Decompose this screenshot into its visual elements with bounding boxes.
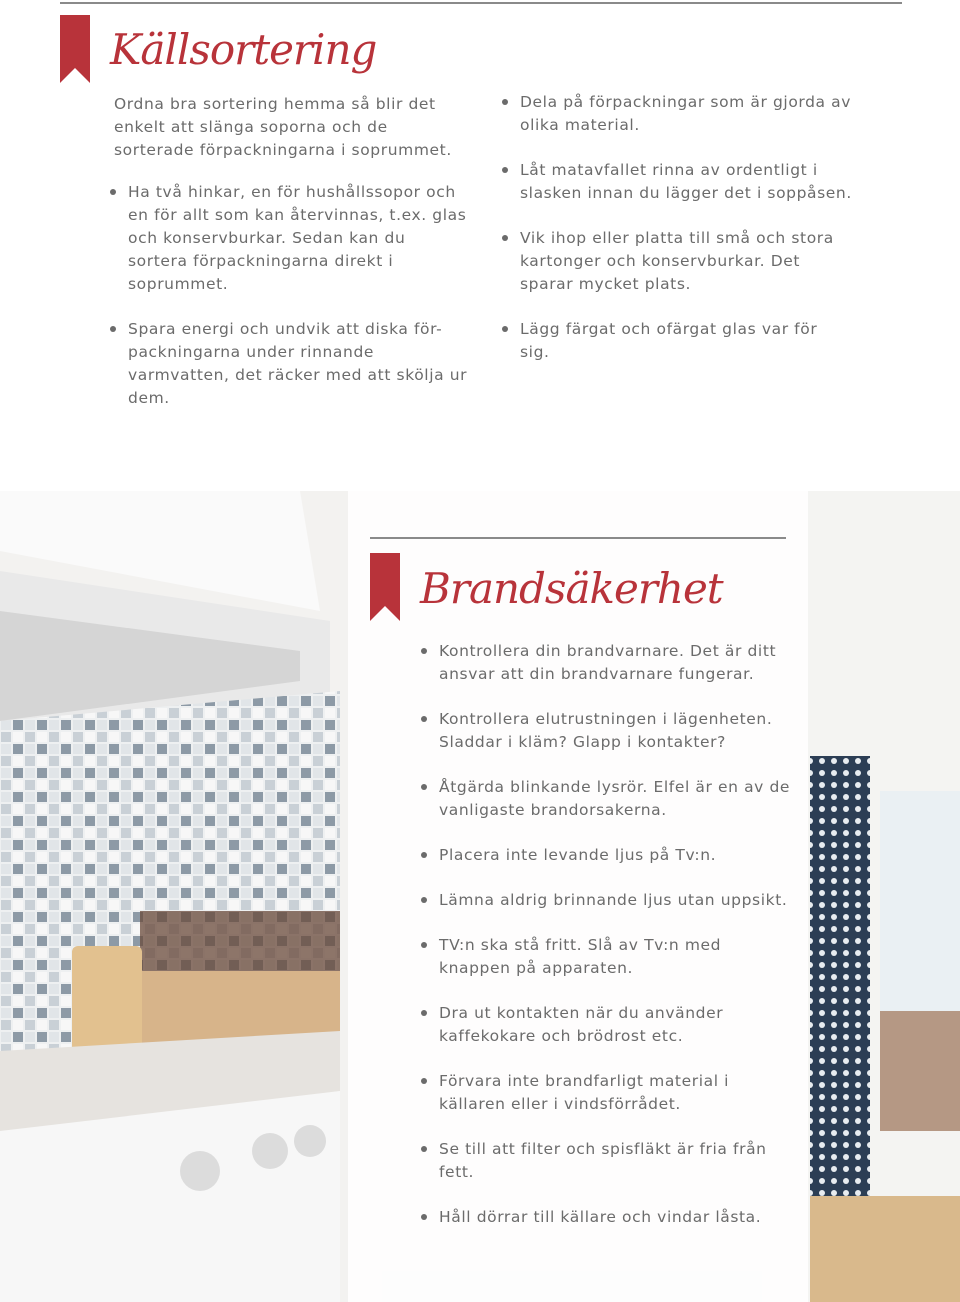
left-bullet-list: [110, 181, 470, 410]
list-item: Lämna aldrig brinnande ljus utan uppsikt.: [421, 889, 791, 912]
section-divider: [370, 537, 786, 539]
list-item: Kontrollera elutrustningen i lägenheten. Sladdar i kläm? Glapp i kontakter?: [421, 708, 791, 754]
intro-text: Ordna bra sortering hemma så blir det enkelt att slänga soporna och de sorterade förpackningarna i soprummet.: [114, 95, 452, 159]
list-item: Ha två hinkar, en för hushållssopor och en för allt som kan återvinnas, t.ex. glas och konservburkar. Sedan kan du sortera förpackningarna direkt i soprummet.: [110, 181, 470, 296]
list-item: Dra ut kontakten när du använder kaffekokare och brödrost etc.: [421, 1002, 791, 1048]
top-divider: [60, 2, 902, 4]
list-item: Åtgärda blinkande lysrör. Elfel är en av de vanligaste brandorsakerna.: [421, 776, 791, 822]
right-bullet-list: [502, 91, 852, 364]
section-title-kallsortering: Källsortering: [110, 25, 377, 74]
list-item: Spara energi och undvik att diska för-packningarna under rinnande varmvatten, det räcker med att skölja ur dem.: [110, 318, 470, 410]
list-item: Håll dörrar till källare och vindar låsta.: [421, 1206, 791, 1229]
list-item: Se till att filter och spisfläkt är fria från fett.: [421, 1138, 791, 1184]
list-item: TV:n ska stå fritt. Slå av Tv:n med knappen på apparaten.: [421, 934, 791, 980]
list-item: Lägg färgat och ofärgat glas var för sig.: [502, 318, 852, 364]
list-item: Kontrollera din brandvarnare. Det är ditt ansvar att din brandvarnare fungerar.: [421, 640, 791, 686]
list-item: Vik ihop eller platta till små och stora kartonger och konservburkar. Det sparar mycket plats.: [502, 227, 852, 296]
fire-safety-list: [421, 640, 791, 1229]
list-item: Dela på förpackningar som är gjorda av olika material.: [502, 91, 852, 137]
bookmark-ribbon-icon: [60, 15, 90, 83]
list-item: Förvara inte brandfarligt material i källaren eller i vindsförrådet.: [421, 1070, 791, 1116]
list-item: Placera inte levande ljus på Tv:n.: [421, 844, 791, 867]
list-item: Låt matavfallet rinna av ordentligt i slasken innan du lägger det i soppåsen.: [502, 159, 852, 205]
section-title-brandsakerhet: Brandsäkerhet: [420, 564, 723, 613]
